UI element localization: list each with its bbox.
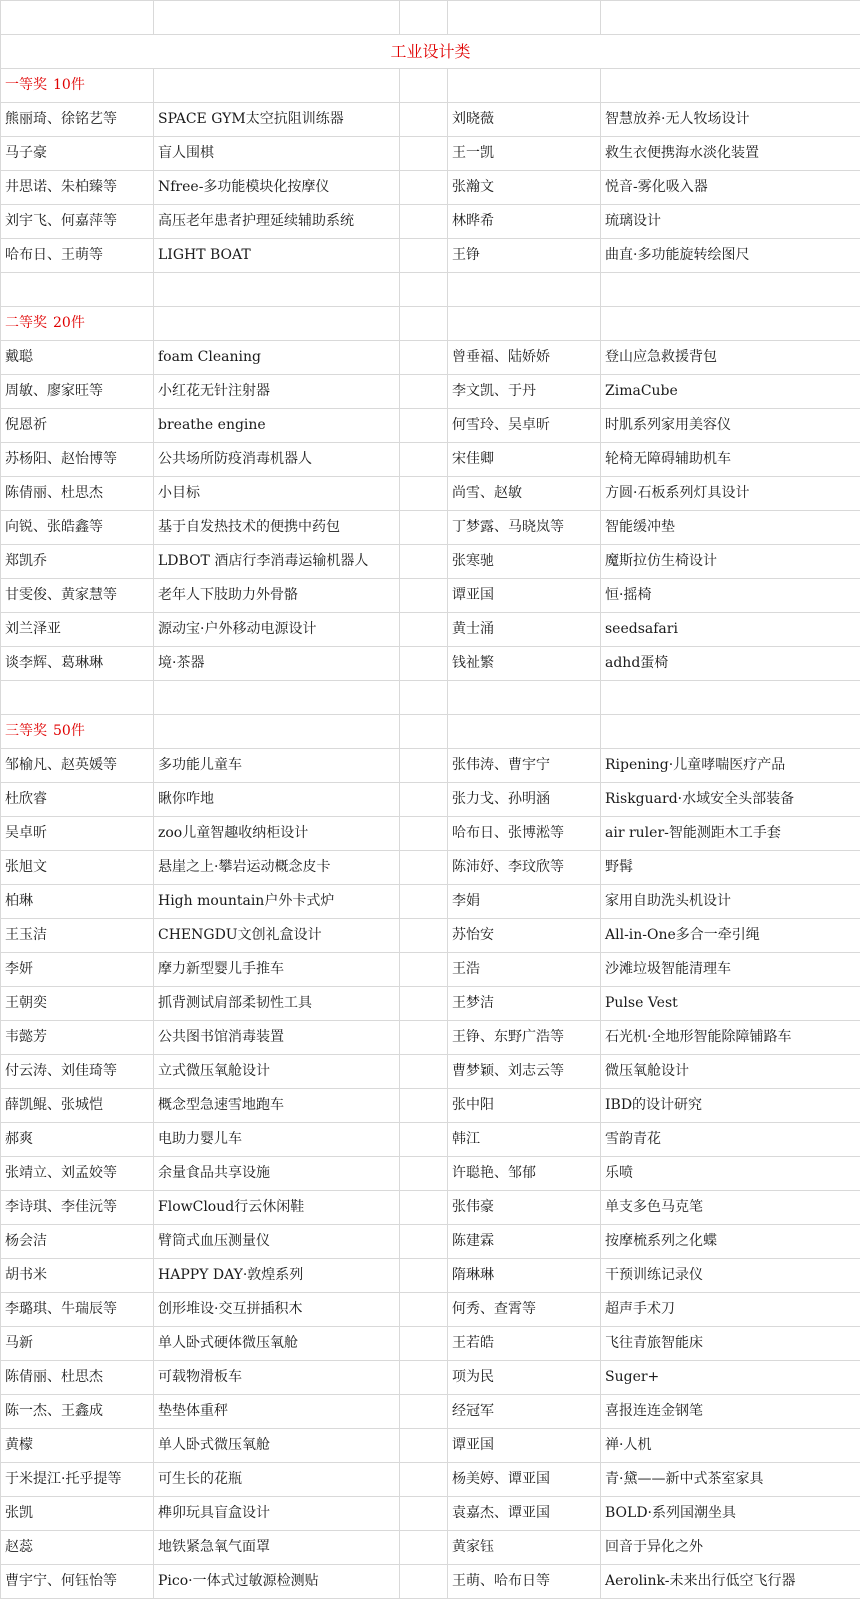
empty-cell[interactable] xyxy=(400,545,448,579)
work-title-cell[interactable]: 盲人围棋 xyxy=(154,137,400,171)
work-title-cell[interactable]: 干预训练记录仪 xyxy=(601,1259,860,1293)
empty-cell[interactable] xyxy=(154,69,400,103)
empty-cell[interactable] xyxy=(154,307,400,341)
empty-cell[interactable] xyxy=(400,103,448,137)
work-title-cell[interactable]: LIGHT BOAT xyxy=(154,239,400,273)
author-cell[interactable]: 张旭文 xyxy=(1,851,154,885)
table-row xyxy=(1,613,860,647)
work-title-cell[interactable]: 公共图书馆消毒装置 xyxy=(154,1021,400,1055)
table-row xyxy=(1,1293,860,1327)
author-cell[interactable]: 胡书米 xyxy=(1,1259,154,1293)
work-title-cell[interactable]: 老年人下肢助力外骨骼 xyxy=(154,579,400,613)
author-cell[interactable]: 赵蕊 xyxy=(1,1531,154,1565)
author-cell[interactable]: 陈建霖 xyxy=(448,1225,601,1259)
author-cell[interactable]: 张靖立、刘孟姣等 xyxy=(1,1157,154,1191)
work-title-cell[interactable]: 源动宝·户外移动电源设计 xyxy=(154,613,400,647)
author-cell[interactable]: 陈沛妤、李玟欣等 xyxy=(448,851,601,885)
work-title-cell[interactable]: 单人卧式微压氧舱 xyxy=(154,1429,400,1463)
author-cell[interactable]: 马新 xyxy=(1,1327,154,1361)
author-cell[interactable]: 钱祉繁 xyxy=(448,647,601,681)
table-row xyxy=(1,375,860,409)
author-cell[interactable]: 张凯 xyxy=(1,1497,154,1531)
work-title-cell[interactable]: zoo儿童智趣收纳柜设计 xyxy=(154,817,400,851)
table-row xyxy=(1,477,860,511)
empty-cell[interactable] xyxy=(601,307,860,341)
author-cell[interactable]: 李璐琪、牛瑞辰等 xyxy=(1,1293,154,1327)
author-cell[interactable]: 李妍 xyxy=(1,953,154,987)
work-title-cell[interactable]: ZimaCube xyxy=(601,375,860,409)
table-row xyxy=(1,1531,860,1565)
empty-cell[interactable] xyxy=(400,1429,448,1463)
work-title-cell[interactable]: 瞅你咋地 xyxy=(154,783,400,817)
table-row xyxy=(1,205,860,239)
empty-cell[interactable] xyxy=(400,273,448,307)
empty-cell[interactable] xyxy=(400,1395,448,1429)
work-title-cell[interactable]: High mountain户外卡式炉 xyxy=(154,885,400,919)
work-title-cell[interactable]: 公共场所防疫消毒机器人 xyxy=(154,443,400,477)
author-cell[interactable]: 马子豪 xyxy=(1,137,154,171)
author-cell[interactable]: 陈倩丽、杜思杰 xyxy=(1,477,154,511)
section-label[interactable] xyxy=(1,715,154,749)
empty-cell[interactable] xyxy=(400,171,448,205)
table-row xyxy=(1,1463,860,1497)
author-cell[interactable]: 丁梦露、马晓岚等 xyxy=(448,511,601,545)
author-cell[interactable]: 刘兰泽亚 xyxy=(1,613,154,647)
author-cell[interactable]: 林晔希 xyxy=(448,205,601,239)
empty-cell[interactable] xyxy=(400,1021,448,1055)
empty-cell[interactable] xyxy=(1,681,154,715)
work-title-cell[interactable]: 琉璃设计 xyxy=(601,205,860,239)
empty-cell[interactable] xyxy=(400,987,448,1021)
work-title-cell[interactable]: 超声手术刀 xyxy=(601,1293,860,1327)
table-row xyxy=(1,1021,860,1055)
work-title-cell[interactable]: 沙滩垃圾智能清理车 xyxy=(601,953,860,987)
work-title-cell[interactable]: HAPPY DAY·敦煌系列 xyxy=(154,1259,400,1293)
author-cell[interactable]: 曾垂福、陆娇娇 xyxy=(448,341,601,375)
work-title-cell[interactable]: 垫垫体重秤 xyxy=(154,1395,400,1429)
work-title-cell[interactable]: 小红花无针注射器 xyxy=(154,375,400,409)
empty-cell[interactable] xyxy=(400,1531,448,1565)
author-cell[interactable]: 苏怡安 xyxy=(448,919,601,953)
empty-cell[interactable] xyxy=(400,1123,448,1157)
work-title-cell[interactable]: 抓背测试肩部柔韧性工具 xyxy=(154,987,400,1021)
work-title-cell[interactable]: 救生衣便携海水淡化装置 xyxy=(601,137,860,171)
empty-cell[interactable] xyxy=(400,1497,448,1531)
work-title-cell[interactable]: 飞往青旅智能床 xyxy=(601,1327,860,1361)
author-cell[interactable]: 郑凯乔 xyxy=(1,545,154,579)
empty-cell[interactable] xyxy=(400,579,448,613)
empty-cell[interactable] xyxy=(448,69,601,103)
work-title-cell[interactable]: Ripening·儿童哮喘医疗产品 xyxy=(601,749,860,783)
empty-cell[interactable] xyxy=(400,783,448,817)
empty-cell[interactable] xyxy=(1,273,154,307)
author-cell[interactable]: 于米提江·托乎提等 xyxy=(1,1463,154,1497)
work-title-cell[interactable]: 臂筒式血压测量仪 xyxy=(154,1225,400,1259)
table-row xyxy=(1,511,860,545)
author-cell[interactable]: 邹榆凡、赵英媛等 xyxy=(1,749,154,783)
author-cell[interactable]: 向锐、张皓鑫等 xyxy=(1,511,154,545)
empty-cell[interactable] xyxy=(601,715,860,749)
author-cell[interactable]: 谈李辉、葛琳琳 xyxy=(1,647,154,681)
author-cell[interactable]: 王萌、哈布日等 xyxy=(448,1565,601,1599)
empty-cell[interactable] xyxy=(400,953,448,987)
section-label[interactable] xyxy=(1,307,154,341)
author-cell[interactable]: 杨美婷、谭亚国 xyxy=(448,1463,601,1497)
table-row xyxy=(1,851,860,885)
table-row xyxy=(1,1395,860,1429)
empty-cell[interactable] xyxy=(400,1191,448,1225)
empty-cell[interactable] xyxy=(400,477,448,511)
section-count: 50件 xyxy=(53,723,85,739)
work-title-cell[interactable]: 创形堆设·交互拼插积木 xyxy=(154,1293,400,1327)
author-cell[interactable]: 许聪艳、邹郁 xyxy=(448,1157,601,1191)
table-row xyxy=(1,1089,860,1123)
empty-cell[interactable] xyxy=(400,1089,448,1123)
work-title-cell[interactable]: 基于自发热技术的便携中药包 xyxy=(154,511,400,545)
author-cell[interactable]: 韦懿芳 xyxy=(1,1021,154,1055)
empty-cell[interactable] xyxy=(400,817,448,851)
empty-cell[interactable] xyxy=(448,715,601,749)
empty-cell[interactable] xyxy=(601,681,860,715)
empty-cell[interactable] xyxy=(400,1463,448,1497)
empty-cell[interactable] xyxy=(400,1565,448,1599)
empty-cell[interactable] xyxy=(400,409,448,443)
table-row xyxy=(1,1429,860,1463)
table-row xyxy=(1,579,860,613)
author-cell[interactable]: 柏琳 xyxy=(1,885,154,919)
author-cell[interactable]: 杨会洁 xyxy=(1,1225,154,1259)
author-cell[interactable]: 曹宇宁、何钰怡等 xyxy=(1,1565,154,1599)
table-row xyxy=(1,647,860,681)
empty-cell[interactable] xyxy=(154,681,400,715)
author-cell[interactable]: 李文凯、于丹 xyxy=(448,375,601,409)
author-cell[interactable]: 杜欣睿 xyxy=(1,783,154,817)
author-cell[interactable]: 刘宇飞、何嘉萍等 xyxy=(1,205,154,239)
author-cell[interactable]: 张伟涛、曹宇宁 xyxy=(448,749,601,783)
title-row xyxy=(1,35,860,69)
empty-cell[interactable] xyxy=(400,1361,448,1395)
work-title-cell[interactable]: Suger+ xyxy=(601,1361,860,1395)
work-title-cell[interactable]: 青·黛——新中式茶室家具 xyxy=(601,1463,860,1497)
empty-cell[interactable] xyxy=(601,69,860,103)
table-row xyxy=(1,171,860,205)
work-title-cell[interactable]: CHENGDU文创礼盒设计 xyxy=(154,919,400,953)
author-cell[interactable]: 哈布日、王萌等 xyxy=(1,239,154,273)
section-label-text: 二等奖 xyxy=(5,315,47,331)
author-cell[interactable]: 何雪玲、吴卓昕 xyxy=(448,409,601,443)
table-row xyxy=(1,239,860,273)
work-title-cell[interactable]: Riskguard·水域安全头部装备 xyxy=(601,783,860,817)
empty-row xyxy=(1,273,860,307)
section-count: 20件 xyxy=(53,315,85,331)
empty-cell[interactable] xyxy=(400,205,448,239)
author-cell[interactable]: 倪恩祈 xyxy=(1,409,154,443)
table-row xyxy=(1,783,860,817)
author-cell[interactable]: 哈布日、张博淞等 xyxy=(448,817,601,851)
work-title-cell[interactable]: IBD的设计研究 xyxy=(601,1089,860,1123)
table-row xyxy=(1,987,860,1021)
author-cell[interactable]: 谭亚国 xyxy=(448,579,601,613)
work-title-cell[interactable]: 魔斯拉仿生椅设计 xyxy=(601,545,860,579)
table-row xyxy=(1,103,860,137)
table-row xyxy=(1,1055,860,1089)
work-title-cell[interactable]: 单支多色马克笔 xyxy=(601,1191,860,1225)
empty-cell[interactable] xyxy=(400,137,448,171)
work-title-cell[interactable]: Pico·一体式过敏源检测贴 xyxy=(154,1565,400,1599)
work-title-cell[interactable]: seedsafari xyxy=(601,613,860,647)
work-title-cell[interactable]: 野髯 xyxy=(601,851,860,885)
author-cell[interactable]: 宋佳卿 xyxy=(448,443,601,477)
work-title-cell[interactable]: 乐喷 xyxy=(601,1157,860,1191)
author-cell[interactable]: 张力戈、孙明涵 xyxy=(448,783,601,817)
work-title-cell[interactable]: 按摩梳系列之化蝶 xyxy=(601,1225,860,1259)
author-cell[interactable]: 张瀚文 xyxy=(448,171,601,205)
table-row xyxy=(1,443,860,477)
author-cell[interactable]: 苏杨阳、赵怡博等 xyxy=(1,443,154,477)
table-row xyxy=(1,1225,860,1259)
author-cell[interactable]: 王梦洁 xyxy=(448,987,601,1021)
author-cell[interactable]: 熊丽琦、徐铭艺等 xyxy=(1,103,154,137)
empty-cell[interactable] xyxy=(400,1157,448,1191)
author-cell[interactable]: 黄家钰 xyxy=(448,1531,601,1565)
table-row xyxy=(1,409,860,443)
empty-cell[interactable] xyxy=(400,375,448,409)
work-title-cell[interactable]: 概念型急速雪地跑车 xyxy=(154,1089,400,1123)
empty-cell[interactable] xyxy=(400,1055,448,1089)
empty-cell[interactable] xyxy=(400,443,448,477)
author-cell[interactable]: 韩江 xyxy=(448,1123,601,1157)
work-title-cell[interactable]: 地铁紧急氧气面罩 xyxy=(154,1531,400,1565)
empty-cell[interactable] xyxy=(400,885,448,919)
table-row xyxy=(1,885,860,919)
work-title-cell[interactable]: 石光机·全地形智能除障铺路车 xyxy=(601,1021,860,1055)
empty-cell[interactable] xyxy=(400,69,448,103)
section-count: 10件 xyxy=(53,77,85,93)
author-cell[interactable]: 黄檬 xyxy=(1,1429,154,1463)
author-cell[interactable]: 尚雪、赵敏 xyxy=(448,477,601,511)
empty-cell[interactable] xyxy=(400,1293,448,1327)
work-title-cell[interactable]: 小目标 xyxy=(154,477,400,511)
author-cell[interactable]: 戴聪 xyxy=(1,341,154,375)
author-cell[interactable]: 王浩 xyxy=(448,953,601,987)
work-title-cell[interactable]: Aerolink-未来出行低空飞行器 xyxy=(601,1565,860,1599)
empty-cell[interactable] xyxy=(400,613,448,647)
author-cell[interactable]: 黄士涌 xyxy=(448,613,601,647)
table-row xyxy=(1,1327,860,1361)
table-row xyxy=(1,1361,860,1395)
empty-cell[interactable] xyxy=(448,273,601,307)
empty-cell[interactable] xyxy=(400,647,448,681)
table-row xyxy=(1,953,860,987)
author-cell[interactable]: 李娟 xyxy=(448,885,601,919)
work-title-cell[interactable]: 方圆·石板系列灯具设计 xyxy=(601,477,860,511)
empty-cell[interactable] xyxy=(154,273,400,307)
work-title-cell[interactable]: 悬崖之上·攀岩运动概念皮卡 xyxy=(154,851,400,885)
table-row xyxy=(1,545,860,579)
author-cell[interactable]: 薛凯鲲、张城恺 xyxy=(1,1089,154,1123)
work-title-cell[interactable]: 悦音-雾化吸入器 xyxy=(601,171,860,205)
author-cell[interactable]: 王铮、东野广浩等 xyxy=(448,1021,601,1055)
empty-cell[interactable] xyxy=(448,681,601,715)
work-title-cell[interactable]: 高压老年患者护理延续辅助系统 xyxy=(154,205,400,239)
empty-cell[interactable] xyxy=(400,715,448,749)
empty-cell[interactable] xyxy=(400,1225,448,1259)
table-row xyxy=(1,1497,860,1531)
empty-cell[interactable] xyxy=(400,681,448,715)
empty-cell[interactable] xyxy=(400,511,448,545)
author-cell[interactable]: 何秀、查霄等 xyxy=(448,1293,601,1327)
work-title-cell[interactable]: 境·茶器 xyxy=(154,647,400,681)
work-title-cell[interactable]: All-in-One多合一牵引绳 xyxy=(601,919,860,953)
author-cell[interactable]: 袁嘉杰、谭亚国 xyxy=(448,1497,601,1531)
work-title-cell[interactable]: 智能缓冲垫 xyxy=(601,511,860,545)
work-title-cell[interactable]: Nfree-多功能模块化按摩仪 xyxy=(154,171,400,205)
section-header-row xyxy=(1,307,860,341)
empty-cell[interactable] xyxy=(400,749,448,783)
work-title-cell[interactable]: 摩力新型婴儿手推车 xyxy=(154,953,400,987)
author-cell[interactable]: 王玉洁 xyxy=(1,919,154,953)
author-cell[interactable]: 项为民 xyxy=(448,1361,601,1395)
work-title-cell[interactable]: 榫卯玩具盲盒设计 xyxy=(154,1497,400,1531)
table-row xyxy=(1,1123,860,1157)
work-title-cell[interactable]: SPACE GYM太空抗阻训练器 xyxy=(154,103,400,137)
work-title-cell[interactable]: 可载物滑板车 xyxy=(154,1361,400,1395)
table-row xyxy=(1,1157,860,1191)
work-title-cell[interactable]: breathe engine xyxy=(154,409,400,443)
section-header-row xyxy=(1,715,860,749)
work-title-cell[interactable]: 禅·人机 xyxy=(601,1429,860,1463)
author-cell[interactable]: 陈倩丽、杜思杰 xyxy=(1,1361,154,1395)
work-title-cell[interactable]: 电助力婴儿车 xyxy=(154,1123,400,1157)
work-title-cell[interactable]: 喜报连连金钢笔 xyxy=(601,1395,860,1429)
work-title-cell[interactable]: 单人卧式硬体微压氧舱 xyxy=(154,1327,400,1361)
work-title-cell[interactable]: 时肌系列家用美容仪 xyxy=(601,409,860,443)
author-cell[interactable]: 经冠军 xyxy=(448,1395,601,1429)
table-row xyxy=(1,137,860,171)
work-title-cell[interactable]: air ruler-智能测距木工手套 xyxy=(601,817,860,851)
author-cell[interactable]: 曹梦颖、刘志云等 xyxy=(448,1055,601,1089)
work-title-cell[interactable]: 雪韵青花 xyxy=(601,1123,860,1157)
empty-cell[interactable] xyxy=(400,341,448,375)
work-title-cell[interactable]: 家用自助洗头机设计 xyxy=(601,885,860,919)
table-row xyxy=(1,1191,860,1225)
empty-row xyxy=(1,1,860,35)
empty-cell[interactable] xyxy=(448,307,601,341)
work-title-cell[interactable]: 回音于异化之外 xyxy=(601,1531,860,1565)
table-row xyxy=(1,919,860,953)
table-row xyxy=(1,749,860,783)
work-title-cell[interactable]: 登山应急救援背包 xyxy=(601,341,860,375)
author-cell[interactable]: 周敏、廖家旺等 xyxy=(1,375,154,409)
section-header-row xyxy=(1,69,860,103)
empty-cell[interactable] xyxy=(400,239,448,273)
work-title-cell[interactable]: 立式微压氧舱设计 xyxy=(154,1055,400,1089)
author-cell[interactable]: 张伟豪 xyxy=(448,1191,601,1225)
empty-cell[interactable] xyxy=(400,919,448,953)
section-label[interactable] xyxy=(1,69,154,103)
empty-cell[interactable] xyxy=(400,1327,448,1361)
work-title-cell[interactable]: 可生长的花瓶 xyxy=(154,1463,400,1497)
empty-cell[interactable] xyxy=(400,1259,448,1293)
work-title-cell[interactable]: adhd蛋椅 xyxy=(601,647,860,681)
sheet-title[interactable]: 工业设计类 xyxy=(1,35,860,69)
work-title-cell[interactable]: Pulse Vest xyxy=(601,987,860,1021)
work-title-cell[interactable]: 多功能儿童车 xyxy=(154,749,400,783)
work-title-cell[interactable]: foam Cleaning xyxy=(154,341,400,375)
work-title-cell[interactable]: 曲直·多功能旋转绘图尺 xyxy=(601,239,860,273)
author-cell[interactable]: 王朝奕 xyxy=(1,987,154,1021)
author-cell[interactable]: 郝爽 xyxy=(1,1123,154,1157)
work-title-cell[interactable]: 轮椅无障碍辅助机车 xyxy=(601,443,860,477)
empty-cell[interactable] xyxy=(400,307,448,341)
author-cell[interactable]: 陈一杰、王鑫成 xyxy=(1,1395,154,1429)
author-cell[interactable]: 甘雯俊、黄家慧等 xyxy=(1,579,154,613)
author-cell[interactable]: 李诗琪、李佳沅等 xyxy=(1,1191,154,1225)
table-row xyxy=(1,1565,860,1599)
work-title-cell[interactable]: FlowCloud行云休闲鞋 xyxy=(154,1191,400,1225)
work-title-cell[interactable]: 余量食品共享设施 xyxy=(154,1157,400,1191)
table-row xyxy=(1,341,860,375)
author-cell[interactable]: 张中阳 xyxy=(448,1089,601,1123)
empty-cell[interactable] xyxy=(601,273,860,307)
work-title-cell[interactable]: LDBOT 酒店行李消毒运输机器人 xyxy=(154,545,400,579)
author-cell[interactable]: 王一凯 xyxy=(448,137,601,171)
author-cell[interactable]: 刘晓薇 xyxy=(448,103,601,137)
author-cell[interactable]: 付云涛、刘佳琦等 xyxy=(1,1055,154,1089)
section-label-text: 一等奖 xyxy=(5,77,47,93)
author-cell[interactable]: 谭亚国 xyxy=(448,1429,601,1463)
author-cell[interactable]: 王铮 xyxy=(448,239,601,273)
author-cell[interactable]: 井思诺、朱柏臻等 xyxy=(1,171,154,205)
empty-cell[interactable] xyxy=(400,851,448,885)
work-title-cell[interactable]: 微压氧舱设计 xyxy=(601,1055,860,1089)
section-label-text: 三等奖 xyxy=(5,723,47,739)
empty-cell[interactable] xyxy=(154,715,400,749)
awards-table-body xyxy=(1,1,860,1599)
empty-row xyxy=(1,681,860,715)
work-title-cell[interactable]: 智慧放养·无人牧场设计 xyxy=(601,103,860,137)
table-row xyxy=(1,817,860,851)
work-title-cell[interactable]: BOLD·系列国潮坐具 xyxy=(601,1497,860,1531)
work-title-cell[interactable]: 恒·摇椅 xyxy=(601,579,860,613)
author-cell[interactable]: 隋琳琳 xyxy=(448,1259,601,1293)
table-row xyxy=(1,1259,860,1293)
author-cell[interactable]: 张寒驰 xyxy=(448,545,601,579)
author-cell[interactable]: 王若皓 xyxy=(448,1327,601,1361)
author-cell[interactable]: 吴卓昕 xyxy=(1,817,154,851)
